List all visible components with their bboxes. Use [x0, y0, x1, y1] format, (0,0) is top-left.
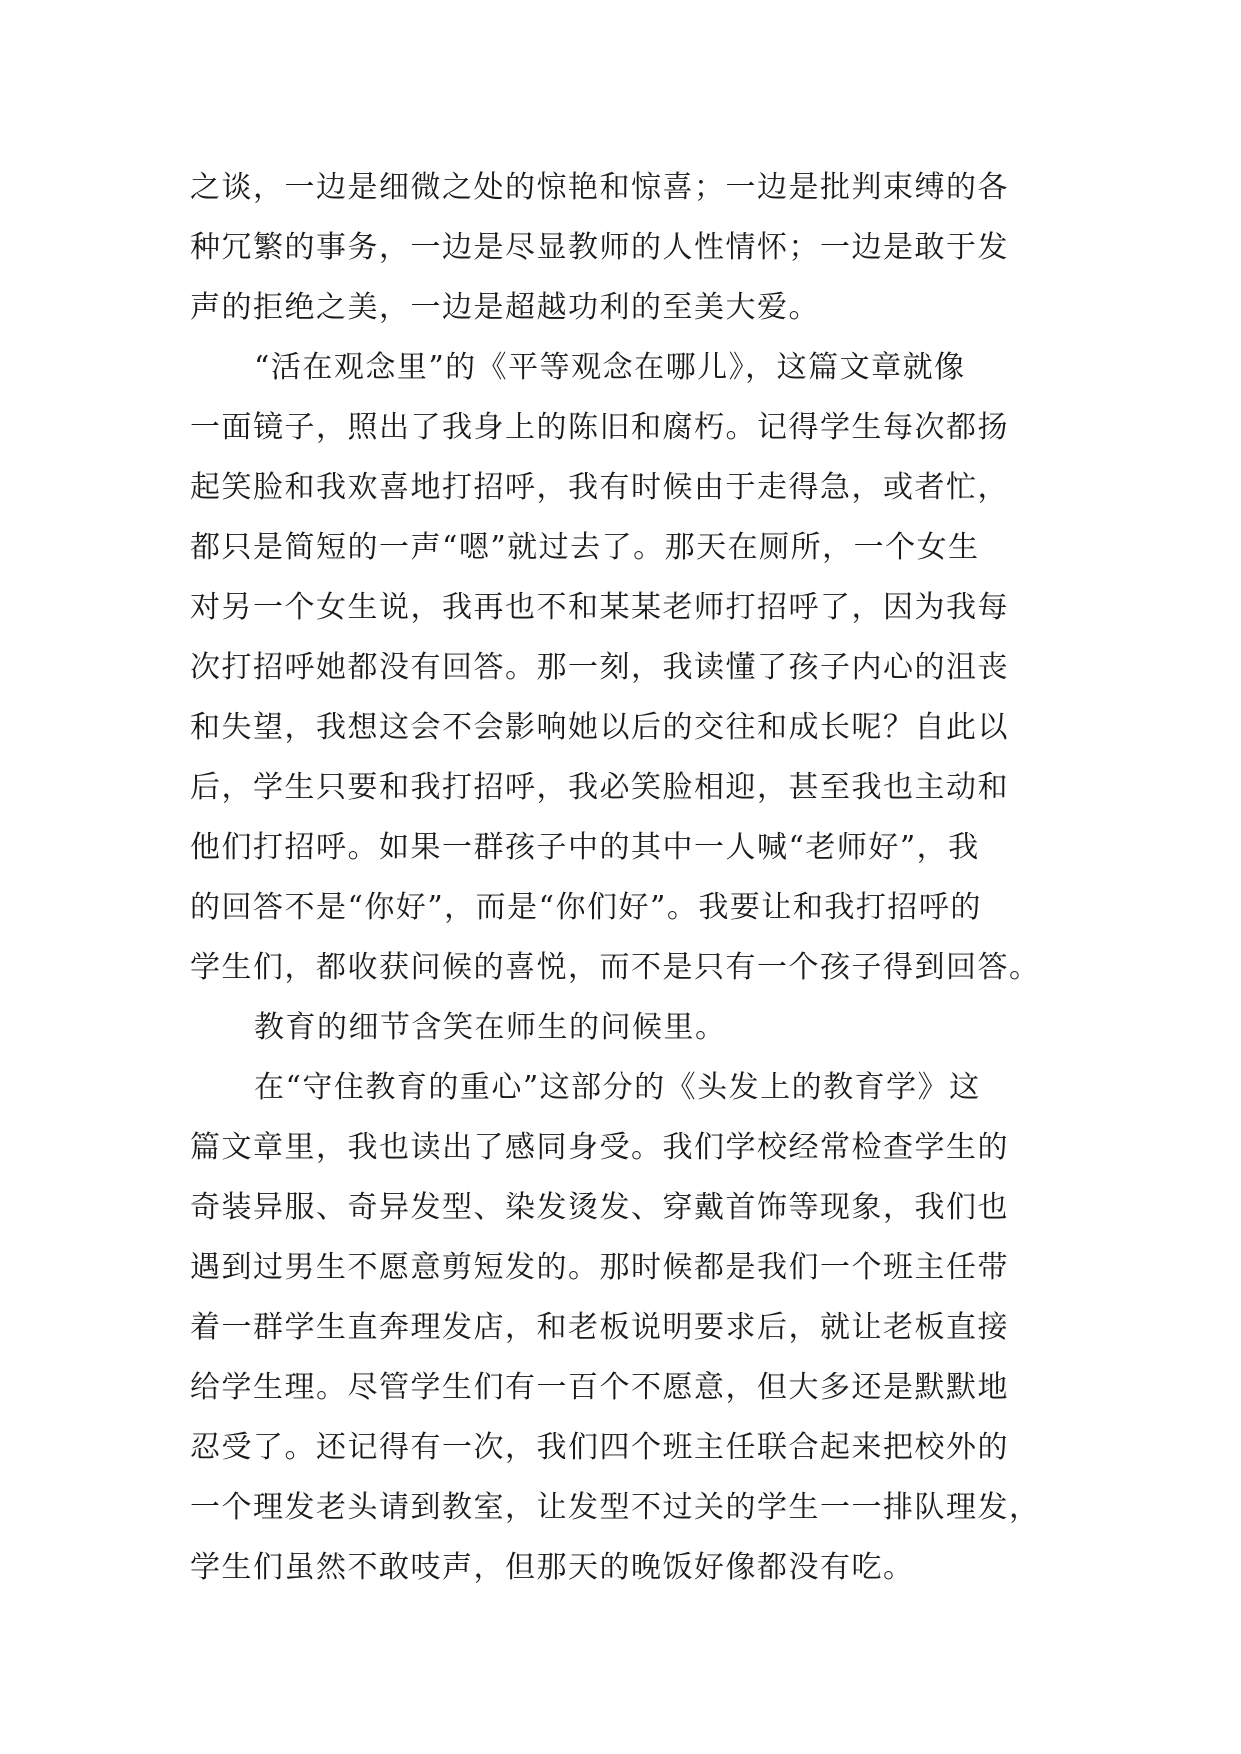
text-line: 起笑脸和我欢喜地打招呼，我有时候由于走得急，或者忙，: [190, 470, 1009, 505]
text-line: 着一群学生直奔理发店，和老板说明要求后，就让老板直接: [190, 1310, 1009, 1345]
text-line: 对另一个女生说，我再也不和某某老师打招呼了，因为我每: [190, 590, 1009, 625]
text-line: 和失望，我想这会不会影响她以后的交往和成长呢？自此以: [190, 710, 1009, 745]
text-line: 他们打招呼。如果一群孩子中的其中一人喊“老师好”，我: [190, 830, 980, 865]
text-line: 奇装异服、奇异发型、染发烫发、穿戴首饰等现象，我们也: [190, 1190, 1009, 1225]
text-line: 在“守住教育的重心”这部分的《头发上的教育学》这: [254, 1070, 981, 1105]
text-line: 种冗繁的事务，一边是尽显教师的人性情怀；一边是敢于发: [190, 230, 1009, 265]
text-line: 都只是简短的一声“嗯”就过去了。那天在厕所，一个女生: [190, 530, 980, 565]
text-line: 后，学生只要和我打招呼，我必笑脸相迎，甚至我也主动和: [190, 770, 1009, 805]
text-line: 的回答不是“你好”，而是“你们好”。我要让和我打招呼的: [190, 890, 982, 925]
text-line: 声的拒绝之美，一边是超越功利的至美大爱。: [190, 290, 820, 325]
text-line: 遇到过男生不愿意剪短发的。那时候都是我们一个班主任带: [190, 1250, 1009, 1285]
text-line: 篇文章里，我也读出了感同身受。我们学校经常检查学生的: [190, 1130, 1009, 1165]
body-text: [190, 158, 1050, 1598]
text-line: 教育的细节含笑在师生的问候里。: [254, 1010, 727, 1045]
text-line: 学生们，都收获问候的喜悦，而不是只有一个孩子得到回答。: [190, 950, 1041, 985]
text-line: 给学生理。尽管学生们有一百个不愿意，但大多还是默默地: [190, 1370, 1009, 1405]
text-line: 学生们虽然不敢吱声，但那天的晚饭好像都没有吃。: [190, 1550, 915, 1585]
text-line: 一个理发老头请到教室，让发型不过关的学生一一排队理发，: [190, 1490, 1041, 1525]
text-line: 之谈，一边是细微之处的惊艳和惊喜；一边是批判束缚的各: [190, 170, 1009, 205]
text-line: “活在观念里”的《平等观念在哪儿》，这篇文章就像: [254, 350, 966, 385]
text-line: 忍受了。还记得有一次，我们四个班主任联合起来把校外的: [190, 1430, 1009, 1465]
text-line: 次打招呼她都没有回答。那一刻，我读懂了孩子内心的沮丧: [190, 650, 1009, 685]
text-line: 一面镜子，照出了我身上的陈旧和腐朽。记得学生每次都扬: [190, 410, 1009, 445]
